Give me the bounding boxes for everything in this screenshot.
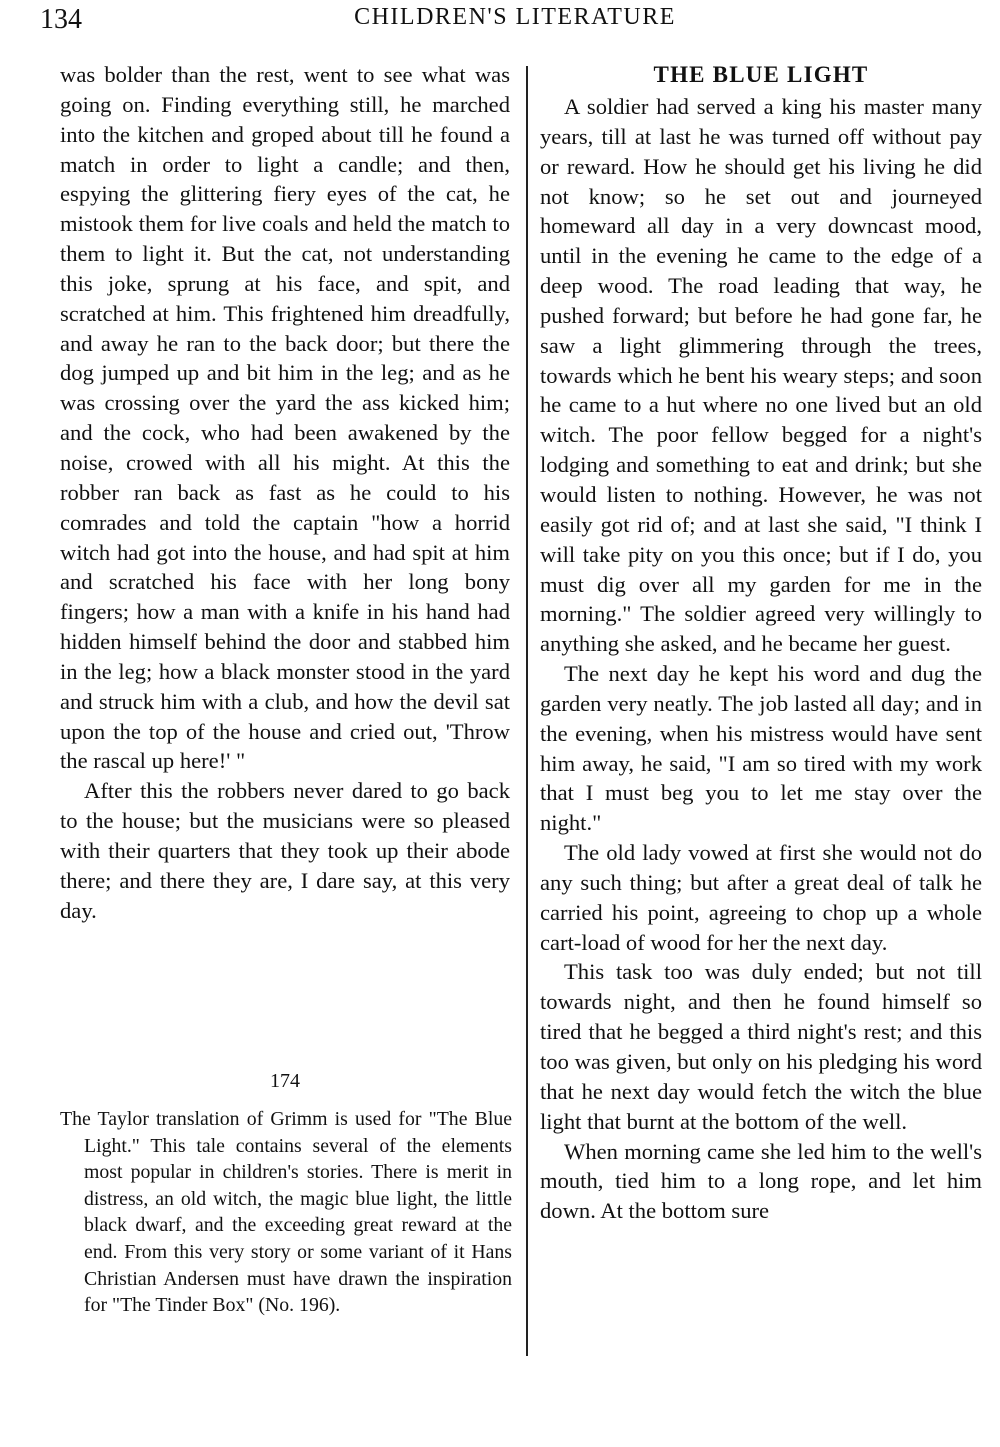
story-paragraph: The next day he kept his word and dug the garden very neatly. The job lasted all day; and in the evening, when his mistress would have sent him away, he said, "I am so tired with my work that I must beg you to let me stay over the night." — [540, 661, 982, 836]
right-column — [540, 60, 982, 1226]
running-head: CHILDREN'S LITERATURE — [354, 4, 676, 30]
story-title: THE BLUE LIGHT — [653, 62, 869, 87]
left-column — [60, 60, 510, 925]
story-paragraph: was bolder than the rest, went to see what was going on. Finding everything still, he marched into the kitchen and groped about till he found a match in order to light a candle; and then, espying the glittering fiery eyes of the cat, he mistook them for live coals and held the match to them to light it. But the cat, not understanding this joke, sprung at his face, and spit, and scratched at him. This frightened him dreadfully, and away he ran to the back door; but there the dog jumped up and bit him in the leg; and as he was crossing over the yard the ass kicked him; and the cock, who had been awakened by the noise, crowed with all his might. At this the robber ran back as fast as he could to his comrades and told the captain "how a horrid witch had got into the house, and had spit at him and scratched his face with her long bony fingers; how a man with a knife in his hand had hidden himself behind the door and stabbed him in the leg; how a black monster stood in the yard and struck him with a club, and how the devil sat upon the top of the house and cried out, 'Throw the rascal up here!' " — [60, 62, 510, 774]
page-header — [0, 4, 1000, 44]
page-number: 134 — [40, 4, 82, 35]
story-paragraph: After this the robbers never dared to go back to the house; but the musicians were so pleased with their quarters that they took up their abode there; and there they are, I dare say, at this very day. — [60, 778, 510, 923]
story-paragraph: This task too was duly ended; but not till towards night, and then he found himself so tired that he begged a third night's rest; and this too was given, but only on his pledging his word that he next day would fetch the witch the blue light that burnt at the bottom of the well. — [540, 959, 982, 1134]
column-divider — [526, 66, 528, 1356]
editorial-note: The Taylor translation of Grimm is used for "The Blue Light." This tale contains several of the elements most popular in children's stories. There is merit in distress, an old witch, the magic blue light, the little black dwarf, and the exceeding great reward at the end. From this very story or some variant of it Hans Christian Andersen must have drawn the inspiration for "The Tinder Box" (No. 196). — [60, 1108, 512, 1317]
story-paragraph: The old lady vowed at first she would not do any such thing; but after a great deal of talk he carried his point, agreeing to chop up a whole cart-load of wood for her the next day. — [540, 840, 982, 955]
note-number: 174 — [270, 1070, 300, 1092]
story-paragraph: When morning came she led him to the well's mouth, tied him to a long rope, and let him down. At the bottom sure — [540, 1138, 982, 1224]
story-paragraph: A soldier had served a king his master many years, till at last he was turned off without pay or reward. How he should get his living he did not know; so he set out and journeyed homeward all day in a very downcast mood, until in the evening he came to the edge of a deep wood. The road leading that way, he pushed forward; but before he had gone far, he saw a light glimmering through the trees, towards which he bent his weary steps; and soon he came to a hut where no one lived but an old witch. The poor fellow begged for a night's lodging and something to eat and drink; but she would listen to nothing. However, he was not easily got rid of; and at last she said, "I think I will take pity on you this once; but if I do, you must dig over all my garden for me in the morning." The soldier agreed very willingly to anything she asked, and he became her guest. — [540, 94, 982, 657]
